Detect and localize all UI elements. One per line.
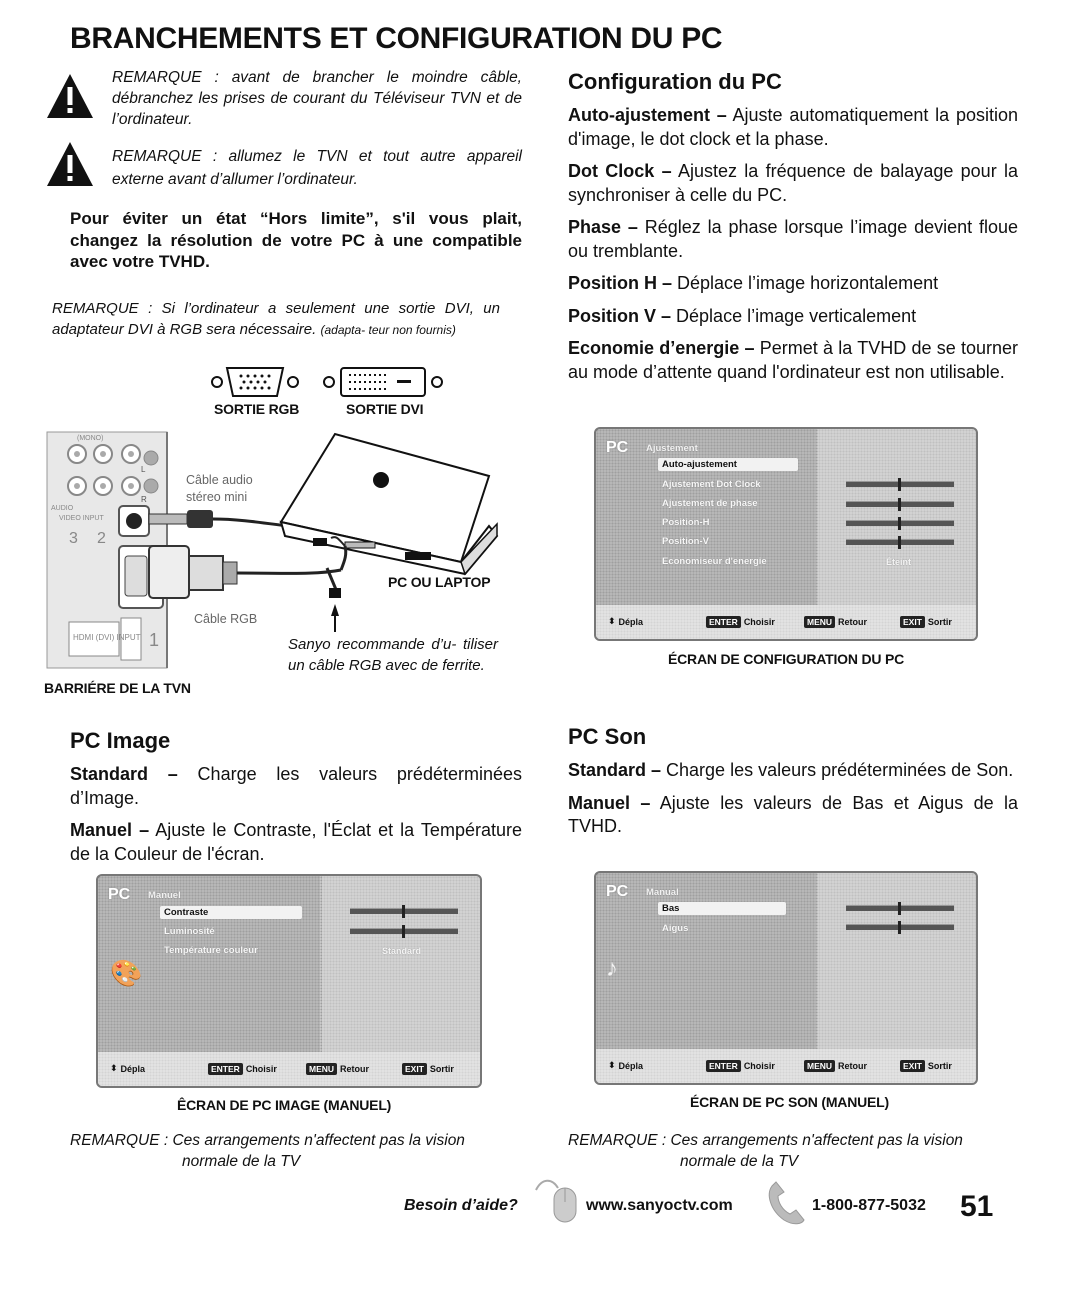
ferrite-note: Sanyo recommande d’u- tiliser un câble RGB avec de ferrite. bbox=[288, 636, 498, 674]
menu-pc-label: PC bbox=[606, 439, 629, 456]
music-icon: ♪ bbox=[606, 955, 618, 982]
config-list bbox=[568, 104, 1018, 384]
rgb-connector-icon bbox=[212, 368, 298, 396]
panel-num2: 2 bbox=[97, 530, 106, 547]
panel-num1: 1 bbox=[149, 630, 160, 650]
menu-pc-label: PC bbox=[606, 883, 629, 900]
pc-image-standard: Standard – Charge les valeurs prédéterminées d’Image. bbox=[70, 764, 522, 808]
config-screen-caption: ÉCRAN DE CONFIGURATION DU PC bbox=[668, 651, 905, 667]
config-item-phase: Phase – Réglez la phase lorsque l’image devient floue ou tremblante. bbox=[568, 217, 1018, 261]
panel-r-label: R bbox=[141, 495, 147, 504]
menu-item-contraste: Contraste bbox=[160, 906, 302, 919]
panel-audio-label: AUDIO bbox=[51, 505, 74, 512]
pc-son-heading: PC Son bbox=[568, 724, 647, 749]
panel-video-input-label: VIDEO INPUT bbox=[59, 515, 104, 522]
dvi-connector-icon bbox=[324, 368, 442, 396]
page-number: 51 bbox=[960, 1190, 994, 1223]
pc-son-standard: Standard – Charge les valeurs prédéterminées de Son. bbox=[568, 760, 1014, 780]
website-link[interactable]: www.sanyoctv.com bbox=[586, 1197, 733, 1214]
warning-icon bbox=[45, 72, 95, 120]
pc-image-caption: ÊCRAN DE PC IMAGE (MANUEL) bbox=[177, 1097, 392, 1113]
resolution-warning: Pour éviter un état “Hors limite”, s'il vous plait, changez la résolution de votre PC à une compatible avec votre TVHD. bbox=[70, 209, 522, 271]
pc-son-caption: ÉCRAN DE PC SON (MANUEL) bbox=[690, 1094, 889, 1110]
menu-temperature-value: Standard bbox=[382, 946, 422, 956]
pc-image-note: REMARQUE : Ces arrangements n'affectent pas la vision normale de la TV bbox=[70, 1132, 465, 1170]
config-item-dotclock: Dot Clock – Ajustez la fréquence de balayage pour la synchroniser à celle du PC. bbox=[568, 161, 1018, 205]
sortie-rgb-label: SORTIE RGB bbox=[214, 401, 300, 417]
updown-icon: ⬍ bbox=[608, 1060, 616, 1070]
rgb-cable-label: Câble RGB bbox=[194, 612, 258, 626]
panel-mono-label: (MONO) bbox=[77, 435, 104, 442]
menu-item-temperature: Température couleur bbox=[164, 945, 258, 956]
audio-cable-label: Câble audio stéreo mini bbox=[186, 473, 253, 504]
menu-item-luminosite: Luminosité bbox=[164, 926, 215, 937]
tv-barrier-label: BARRIÉRE DE LA TVN bbox=[44, 680, 191, 696]
updown-icon: ⬍ bbox=[110, 1063, 118, 1073]
menu-header: Manuel bbox=[148, 890, 181, 901]
panel-l-label: L bbox=[141, 465, 146, 474]
config-item-position-h: Position H – Déplace l’image horizontalement bbox=[568, 273, 939, 293]
pc-son-screen: PC Manual Bas Aigus ♪ ⬍ Dépla ENTER Choisir MENU Retour EXIT Sortir bbox=[594, 871, 978, 1085]
laptop-illustration bbox=[281, 434, 497, 574]
pc-son-note: REMARQUE : Ces arrangements n'affectent pas la vision normale de la TV bbox=[568, 1132, 963, 1170]
panel-hdmi-label: HDMI (DVI) INPUT bbox=[73, 633, 141, 642]
sortie-dvi-label: SORTIE DVI bbox=[346, 401, 424, 417]
phone-icon bbox=[764, 1180, 808, 1226]
menu-item-energy: Economiseur d'energie bbox=[662, 556, 767, 567]
pc-config-screen: PC Ajustement Auto-ajustement Ajustement Dot Clock Ajustement de phase Position-H Position-V Economiseur d'energie Éteint ⬍ Dépla ENTER Choisir MENU Retour EXIT Sortir bbox=[594, 427, 978, 641]
menu-item-dotclock: Ajustement Dot Clock bbox=[662, 479, 761, 490]
pc-image-list bbox=[70, 763, 522, 866]
updown-icon: ⬍ bbox=[608, 616, 616, 626]
pc-son-manuel: Manuel – Ajuste les valeurs de Bas et Aigus de la TVHD. bbox=[568, 792, 1018, 836]
menu-pc-label: PC bbox=[108, 886, 131, 903]
note-unplug: REMARQUE : avant de brancher le moindre câble, débranchez les prises de courant du Téléviseur TVN et de l’ordinateur. bbox=[112, 69, 522, 128]
help-text: Besoin d’aide? bbox=[404, 1197, 518, 1214]
palette-icon: 🎨 bbox=[110, 958, 143, 988]
pc-son-list bbox=[568, 759, 1018, 839]
menu-item-phase: Ajustement de phase bbox=[662, 498, 758, 509]
note-dvi: REMARQUE : Si l’ordinateur a seulement une sortie DVI, un adaptateur DVI à RGB sera nécessaire. (adapta- teur non fournis) bbox=[52, 300, 500, 338]
menu-header: Ajustement bbox=[646, 443, 698, 454]
config-item-auto: Auto-ajustement – Ajuste automatiquement la position d'image, le dot clock et la phase. bbox=[568, 105, 1018, 149]
pc-laptop-label: PC OU LAPTOP bbox=[388, 574, 491, 590]
menu-item-auto: Auto-ajustement bbox=[658, 458, 798, 471]
menu-energy-value: Éteint bbox=[886, 557, 912, 567]
menu-item-position-v: Position-V bbox=[662, 536, 709, 547]
config-item-energy: Economie d’energie – Permet à la TVHD de se tourner au mode d’attente quand l'ordinateur est non utilisable. bbox=[568, 338, 1018, 382]
config-item-position-v: Position V – Déplace l’image verticalement bbox=[568, 305, 917, 326]
menu-header: Manual bbox=[646, 887, 679, 898]
page-title: BRANCHEMENTS ET CONFIGURATION DU PC bbox=[70, 22, 723, 55]
menu-item-position-h: Position-H bbox=[662, 517, 710, 528]
config-heading: Configuration du PC bbox=[568, 69, 782, 94]
pc-image-manuel: Manuel – Ajuste le Contraste, l'Éclat et la Température de la Couleur de l'écran. bbox=[70, 820, 522, 864]
pc-image-screen: PC Manuel Contraste Luminosité Température couleur Standard 🎨 ⬍ Dépla ENTER Choisir MENU Retour EXIT Sortir bbox=[96, 874, 482, 1088]
panel-num3: 3 bbox=[69, 530, 78, 547]
menu-item-aigus: Aigus bbox=[662, 923, 689, 934]
warning-icon bbox=[45, 140, 95, 188]
phone-number: 1-800-877-5032 bbox=[812, 1197, 926, 1214]
mouse-icon bbox=[532, 1176, 582, 1226]
note-power-on: REMARQUE : allumez le TVN et tout autre appareil externe avant d’allumer l’ordinateur. bbox=[112, 148, 522, 188]
pc-image-heading: PC Image bbox=[70, 728, 171, 753]
menu-item-bas: Bas bbox=[658, 902, 786, 915]
